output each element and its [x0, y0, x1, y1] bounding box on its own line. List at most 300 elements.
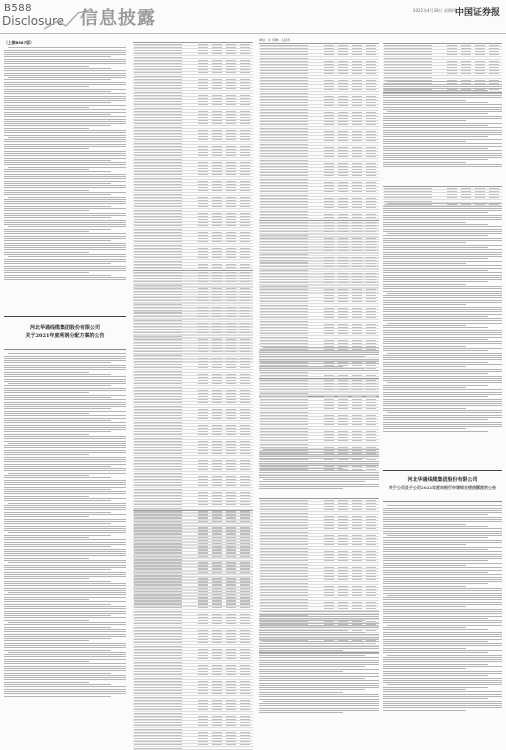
- text-line: [383, 226, 502, 227]
- text-line: [4, 470, 126, 471]
- text-line: [4, 597, 126, 598]
- text-line: [383, 510, 502, 511]
- text-line: [387, 111, 502, 112]
- text-line: [383, 162, 466, 163]
- text-line: [4, 418, 126, 419]
- text-line: [259, 683, 379, 684]
- text-line: [383, 707, 502, 708]
- text-line: [383, 86, 502, 87]
- text-line: [383, 159, 488, 160]
- text-line: [4, 272, 89, 273]
- text-line: [259, 671, 343, 672]
- text-line: [383, 583, 488, 584]
- text-line: [4, 89, 126, 90]
- text-line: [4, 176, 126, 177]
- text-line: [4, 526, 126, 527]
- text-line: [259, 456, 379, 457]
- text-line: [383, 291, 502, 292]
- text-line: [4, 689, 126, 690]
- text-line: [259, 625, 379, 626]
- text-line: [383, 245, 502, 246]
- text-line: [383, 396, 488, 397]
- text-line: [4, 682, 89, 683]
- text-line: [383, 650, 502, 651]
- text-line: [383, 574, 502, 575]
- text-line: [383, 316, 488, 317]
- text-line: [4, 224, 126, 225]
- text-line: [8, 167, 126, 168]
- text-line: [4, 266, 126, 267]
- text-line: [4, 190, 89, 191]
- text-line: [383, 148, 488, 149]
- text-line: [4, 358, 126, 359]
- text-line: [4, 638, 111, 639]
- text-line: [259, 634, 379, 635]
- text-line: [387, 412, 502, 413]
- text-line: [263, 701, 379, 702]
- text-line: [259, 630, 343, 631]
- text-line: [383, 629, 488, 630]
- text-line: [4, 203, 126, 204]
- text-line: [383, 275, 502, 276]
- text-line: [4, 636, 126, 637]
- text-line: [383, 593, 502, 594]
- text-line: [4, 634, 126, 635]
- text-line: [4, 61, 126, 62]
- text-line: [383, 622, 502, 623]
- text-line: [4, 452, 126, 453]
- text-line: [4, 480, 126, 481]
- text-line: [4, 408, 111, 409]
- text-line: [4, 528, 126, 529]
- text-line: [4, 544, 126, 545]
- text-line: [383, 620, 502, 621]
- text-line: [4, 254, 126, 255]
- text-block: [4, 352, 126, 698]
- text-line: [4, 379, 126, 380]
- text-line: [4, 369, 126, 370]
- text-line: [4, 270, 126, 271]
- text-line: [259, 648, 379, 649]
- text-line: [4, 583, 126, 584]
- text-line: [383, 369, 502, 370]
- text-line: [383, 371, 502, 372]
- text-line: [4, 411, 126, 412]
- text-line: [4, 185, 126, 186]
- text-line: [383, 366, 466, 367]
- text-line: [259, 705, 379, 706]
- text-line: [383, 249, 502, 250]
- text-line: [4, 56, 111, 57]
- text-line: [4, 461, 126, 462]
- text-line: [383, 590, 502, 591]
- text-line: [4, 530, 126, 531]
- text-line: [4, 650, 111, 651]
- text-line: [259, 650, 343, 651]
- text-line: [383, 279, 502, 280]
- text-line: [4, 585, 126, 586]
- text-line: [259, 463, 379, 464]
- text-block: [259, 448, 379, 491]
- text-line: [4, 675, 126, 676]
- text-line: [4, 686, 126, 687]
- text-line: [259, 465, 379, 466]
- text-line: [4, 425, 126, 426]
- text-line: [4, 240, 111, 241]
- text-line: [383, 611, 502, 612]
- text-line: [259, 352, 379, 353]
- text-line: [383, 116, 502, 117]
- text-line: [8, 622, 126, 623]
- text-block: [259, 346, 379, 373]
- text-line: [4, 429, 126, 430]
- text-line: [4, 663, 126, 664]
- text-line: [4, 542, 126, 543]
- text-line: [383, 547, 502, 548]
- text-line: [383, 666, 502, 667]
- text-line: [4, 356, 126, 357]
- text-line: [383, 403, 502, 404]
- text-line: [4, 558, 89, 559]
- text-line: [383, 627, 466, 628]
- text-line: [259, 653, 379, 654]
- text-line: [383, 657, 502, 658]
- text-line: [383, 113, 488, 114]
- text-line: [259, 673, 379, 674]
- text-line: [383, 309, 502, 310]
- text-line: [259, 703, 379, 704]
- text-line: [383, 302, 502, 303]
- text-line: [383, 405, 502, 406]
- text-line: [4, 372, 89, 373]
- text-line: [259, 662, 379, 663]
- text-line: [4, 252, 89, 253]
- text-line: [4, 555, 126, 556]
- text-line: [4, 63, 126, 64]
- text-line: [383, 556, 502, 557]
- text-line: [383, 212, 488, 213]
- text-line: [4, 158, 126, 159]
- text-line: [4, 661, 89, 662]
- text-line: [259, 468, 343, 469]
- text-line: [4, 174, 126, 175]
- announcement-title: 关于2021年度利润分配方案的公告: [25, 333, 105, 339]
- text-line: [4, 496, 89, 497]
- text-line: [383, 376, 502, 377]
- text-line: [383, 88, 502, 89]
- text-line: [383, 419, 488, 420]
- text-line: [4, 647, 126, 648]
- text-line: [383, 586, 466, 587]
- text-line: [383, 277, 502, 278]
- page-code: B588: [4, 3, 32, 14]
- text-line: [383, 661, 502, 662]
- text-line: [4, 643, 126, 644]
- text-line: [383, 563, 502, 564]
- text-line: [4, 572, 126, 573]
- text-line: [387, 535, 502, 536]
- text-line: [387, 505, 502, 506]
- text-line: [383, 599, 502, 600]
- text-line: [4, 70, 126, 71]
- text-line: [4, 594, 126, 595]
- text-line: [4, 229, 111, 230]
- text-line: [4, 546, 111, 547]
- text-block: [383, 504, 502, 712]
- text-line: [4, 656, 126, 657]
- section-english-name: Disclosure: [2, 14, 65, 28]
- text-line: [383, 120, 466, 121]
- text-line: [383, 570, 502, 571]
- text-line: [383, 698, 488, 699]
- text-line: [4, 135, 126, 136]
- masthead-rule: [0, 33, 506, 34]
- text-line: [259, 623, 379, 624]
- text-line: [4, 537, 89, 538]
- text-line: [4, 164, 126, 165]
- text-line: [383, 524, 466, 525]
- text-line: [4, 171, 111, 172]
- text-line: [4, 493, 126, 494]
- text-line: [4, 590, 126, 591]
- text-line: [383, 643, 502, 644]
- text-line: [4, 132, 126, 133]
- text-line: [383, 359, 502, 360]
- text-line: [387, 203, 502, 204]
- text-line: [383, 97, 502, 98]
- text-line: [4, 261, 126, 262]
- text-line: [383, 134, 502, 135]
- text-line: [383, 143, 502, 144]
- text-line: [4, 604, 111, 605]
- text-line: [259, 678, 365, 679]
- text-line: [383, 410, 502, 411]
- text-line: [4, 549, 126, 550]
- text-line: [4, 434, 89, 435]
- text-line: [383, 606, 466, 607]
- text-line: [383, 514, 488, 515]
- text-line: [383, 238, 502, 239]
- text-line: [4, 268, 126, 269]
- text-line: [383, 531, 502, 532]
- text-line: [383, 263, 466, 264]
- text-line: [4, 109, 126, 110]
- text-line: [383, 284, 466, 285]
- announcement-company: 河北华通线缆集团股份有限公司: [407, 477, 478, 483]
- text-line: [4, 624, 126, 625]
- text-line: [383, 613, 502, 614]
- text-line: [383, 153, 502, 154]
- text-line: [4, 487, 126, 488]
- text-line: [4, 160, 111, 161]
- text-line: [383, 95, 502, 96]
- text-line: [4, 608, 126, 609]
- text-line: [4, 450, 126, 451]
- text-line: [4, 654, 126, 655]
- text-line: [8, 562, 126, 563]
- text-line: [4, 178, 126, 179]
- text-line: [4, 365, 126, 366]
- text-line: [263, 347, 379, 348]
- text-line: [383, 579, 502, 580]
- text-line: [383, 544, 466, 545]
- masthead: [0, 0, 506, 34]
- text-line: [387, 81, 502, 82]
- text-line: [4, 413, 89, 414]
- text-line: [383, 664, 488, 665]
- text-line: [383, 517, 502, 518]
- text-line: [4, 606, 126, 607]
- text-line: [4, 247, 126, 248]
- text-line: [4, 243, 126, 244]
- text-line: [4, 679, 126, 680]
- announcement-title: 关于公司及子公司2022年度向银行申请综合授信额度的公告: [388, 485, 497, 490]
- text-line: [4, 125, 111, 126]
- text-line: [4, 183, 111, 184]
- text-line: [4, 66, 89, 67]
- text-line: [259, 472, 379, 473]
- text-line: [383, 252, 502, 253]
- text-line: [383, 394, 502, 395]
- text-line: [4, 119, 126, 120]
- text-line: [259, 458, 365, 459]
- text-line: [4, 121, 126, 122]
- text-line: [4, 631, 126, 632]
- text-line: [383, 206, 502, 207]
- text-line: [259, 454, 379, 455]
- text-line: [4, 96, 126, 97]
- text-line: [4, 569, 111, 570]
- text-line: [383, 265, 502, 266]
- text-line: [4, 238, 126, 239]
- text-line: [383, 102, 488, 103]
- text-line: [383, 318, 502, 319]
- text-line: [383, 157, 502, 158]
- text-line: [383, 297, 502, 298]
- text-line: [383, 286, 502, 287]
- text-line: [383, 389, 502, 390]
- text-line: [387, 684, 502, 685]
- text-line: [4, 116, 126, 117]
- text-line: [8, 226, 126, 227]
- financial-table: [133, 510, 253, 750]
- text-line: [259, 356, 365, 357]
- text-line: [4, 385, 111, 386]
- text-line: [383, 673, 502, 674]
- text-line: [4, 491, 126, 492]
- text-line: [383, 141, 466, 142]
- text-line: [383, 311, 502, 312]
- text-line: [4, 523, 111, 524]
- text-line: [4, 144, 126, 145]
- text-line: [383, 554, 502, 555]
- text-line: [4, 482, 126, 483]
- text-line: [259, 655, 365, 656]
- text-line: [383, 341, 502, 342]
- text-line: [8, 532, 126, 533]
- text-line: [383, 526, 488, 527]
- text-line: [383, 242, 466, 243]
- text-line: [259, 359, 379, 360]
- text-line: [383, 602, 502, 603]
- text-line: [383, 288, 502, 289]
- text-line: [4, 130, 126, 131]
- text-line: [383, 710, 466, 711]
- text-line: [259, 632, 365, 633]
- text-line: [4, 102, 111, 103]
- text-line: [259, 669, 379, 670]
- text-line: [8, 473, 126, 474]
- text-line: [259, 354, 379, 355]
- text-line: [4, 551, 126, 552]
- text-line: [383, 109, 502, 110]
- text-line: [383, 426, 502, 427]
- text-line: [383, 378, 502, 379]
- text-line: [4, 215, 126, 216]
- text-line: [4, 279, 126, 280]
- text-line: [383, 217, 502, 218]
- table-caption: 单位：元 币种：人民币: [259, 38, 290, 42]
- text-line: [259, 618, 379, 619]
- text-line: [4, 208, 126, 209]
- text-line: [259, 666, 365, 667]
- text-line: [259, 461, 379, 462]
- text-line: [4, 673, 111, 674]
- text-line: [259, 680, 379, 681]
- text-line: [383, 107, 502, 108]
- text-line: [383, 542, 502, 543]
- text-line: [4, 684, 111, 685]
- text-line: [383, 422, 502, 423]
- text-line: [259, 664, 379, 665]
- text-line: [383, 533, 502, 534]
- text-line: [4, 395, 126, 396]
- text-line: [4, 399, 126, 400]
- text-line: [383, 399, 502, 400]
- text-line: [383, 581, 502, 582]
- text-line: [383, 357, 502, 358]
- text-line: [4, 553, 126, 554]
- text-line: [383, 572, 488, 573]
- text-line: [4, 477, 111, 478]
- text-line: [4, 406, 126, 407]
- text-line: [383, 680, 502, 681]
- text-line: [4, 151, 126, 152]
- text-line: [383, 130, 502, 131]
- text-line: [383, 424, 502, 425]
- text-line: [4, 427, 126, 428]
- text-line: [259, 687, 379, 688]
- text-line: [259, 470, 365, 471]
- text-line: [383, 127, 502, 128]
- text-line: [4, 693, 126, 694]
- text-line: [383, 330, 502, 331]
- text-line: [263, 641, 379, 642]
- text-line: [4, 509, 126, 510]
- text-line: [259, 643, 365, 644]
- text-line: [4, 107, 89, 108]
- text-line: [383, 281, 488, 282]
- text-line: [383, 694, 502, 695]
- text-line: [259, 696, 379, 697]
- text-line: [387, 595, 502, 596]
- announcement-company: 河北华通线缆集团股份有限公司: [29, 325, 100, 331]
- text-line: [383, 549, 488, 550]
- text-line: [4, 84, 126, 85]
- text-line: [383, 261, 502, 262]
- text-line: [383, 215, 502, 216]
- text-line: [383, 166, 502, 167]
